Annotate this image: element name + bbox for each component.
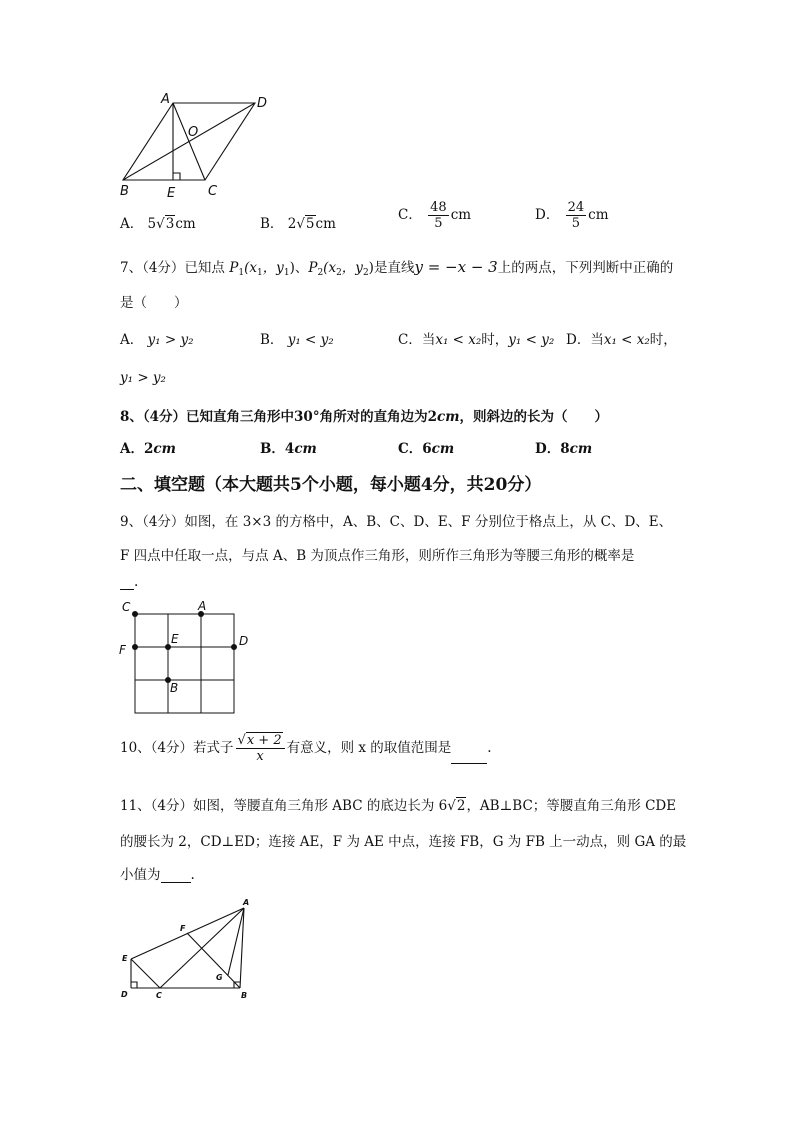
- q7-option-b: B． y₁ < y₂: [260, 332, 334, 348]
- grid-label-d: D: [239, 634, 249, 648]
- q6-option-a: [120, 212, 196, 232]
- q7-option-a: A． y₁ > y₂: [120, 332, 194, 348]
- q7-option-d: D．当x₁ < x₂时，: [566, 332, 677, 348]
- fig-label-d: D: [121, 990, 128, 999]
- segment-fb: [187, 933, 240, 988]
- q9-line1: 9、（4分）如图，在 3×3 的方格中，A、B、C、D、E、F 分别位于格点上，从 C、D、E、: [120, 514, 673, 530]
- q8-option-c: C．6cm: [398, 441, 455, 457]
- option-letter: B．: [260, 216, 284, 232]
- figure-rhombus: [110, 90, 290, 205]
- label-o: O: [188, 125, 199, 140]
- q11-line1: 11、（4分）如图，等腰直角三角形 ABC 的底边长为 6√2，AB⊥BC；等腰直角三角形 CDE: [120, 798, 677, 814]
- point-f: [132, 644, 138, 650]
- option-letter: C．: [398, 207, 422, 223]
- q8-stem: 8、（4分）已知直角三角形中30°角所对的直角边为2cm，则斜边的长为（ ）: [120, 409, 608, 425]
- grid-label-f: F: [119, 643, 126, 657]
- q10-line: 10、（4分）若式子 $\frac{√x + 2}{x}$ 有意义，则 x 的取值范围是 .: [120, 733, 492, 764]
- label-a: A: [161, 92, 170, 107]
- unit: cm: [450, 207, 472, 223]
- label-b: B: [120, 184, 129, 199]
- fig-label-c: C: [156, 991, 162, 1000]
- fig-label-e: E: [122, 954, 128, 963]
- grid-label-b: B: [170, 681, 179, 695]
- q7-option-d-cont: y₁ > y₂: [120, 370, 166, 386]
- q6-option-b: [260, 212, 336, 232]
- grid-label-e: E: [171, 632, 179, 646]
- figure-grid: [115, 596, 260, 718]
- point-c: [132, 611, 138, 617]
- q9-line3: .: [120, 574, 138, 590]
- figure-triangles: [110, 895, 270, 1007]
- fig-label-b: B: [241, 991, 248, 1000]
- fraction: $\frac{√x + 2}{x}$: [236, 733, 285, 764]
- q11-line3: 小值为 .: [120, 867, 195, 883]
- answer-blank: [451, 749, 487, 764]
- coefficient: 5: [147, 216, 157, 232]
- fig-label-f: F: [180, 924, 186, 933]
- q8-option-d: D．8cm: [535, 441, 593, 457]
- q9-line2: F 四点中任取一点，与点 A、B 为顶点作三角形，则所作三角形为等腰三角形的概率是: [120, 548, 635, 564]
- q11-line2: 的腰长为 2，CD⊥ED；连接 AE，F 为 AE 中点，连接 FB，G 为 FB 上一动点，则 GA 的最: [120, 834, 687, 850]
- fraction: $\frac{24}{5}$: [567, 200, 585, 231]
- option-letter: A．: [120, 216, 144, 232]
- section-title: 二、填空题（本大题共5个小题，每小题4分，共20分）: [120, 475, 542, 495]
- radicand: 3: [165, 216, 175, 232]
- fraction: $\frac{48}{5}$: [430, 200, 447, 231]
- fig-label-a: A: [243, 898, 250, 907]
- right-angle-d: [131, 982, 137, 988]
- grid-label-a: A: [198, 599, 207, 613]
- coefficient: 2: [287, 216, 297, 232]
- option-letter: D．: [535, 207, 560, 223]
- radical-sign: √: [156, 216, 165, 232]
- answer-blank: [161, 868, 191, 883]
- label-d: D: [257, 96, 268, 111]
- unit: cm: [175, 216, 196, 232]
- unit: cm: [588, 207, 609, 223]
- q8-option-b: B．4cm: [260, 441, 317, 457]
- q6-option-d: [535, 200, 609, 231]
- grid-label-c: C: [122, 600, 131, 614]
- q6-option-c: [398, 200, 471, 231]
- q8-option-a: A．2cm: [120, 441, 176, 457]
- label-e: E: [167, 186, 176, 201]
- q7-line2: 是（ ）: [120, 295, 188, 311]
- label-c: C: [208, 184, 218, 199]
- answer-blank: [120, 575, 134, 590]
- radicand: 5: [305, 216, 315, 232]
- q7-line1: 7、（4分）已知点 $P_1(x_1$，$y_1$)、$P_2(x_2$，$y_2$)是直线y = −x − 3上的两点，下列判断中正确的: [120, 258, 674, 278]
- point-d: [231, 644, 237, 650]
- fig-label-g: G: [216, 973, 223, 982]
- radical-sign: √: [296, 216, 305, 232]
- diagonal-bd: [123, 103, 255, 180]
- right-angle-mark: [173, 173, 180, 180]
- segment-ec: [131, 959, 160, 988]
- q7-option-c: C．当x₁ < x₂时，y₁ < y₂: [398, 332, 555, 348]
- unit: cm: [315, 216, 336, 232]
